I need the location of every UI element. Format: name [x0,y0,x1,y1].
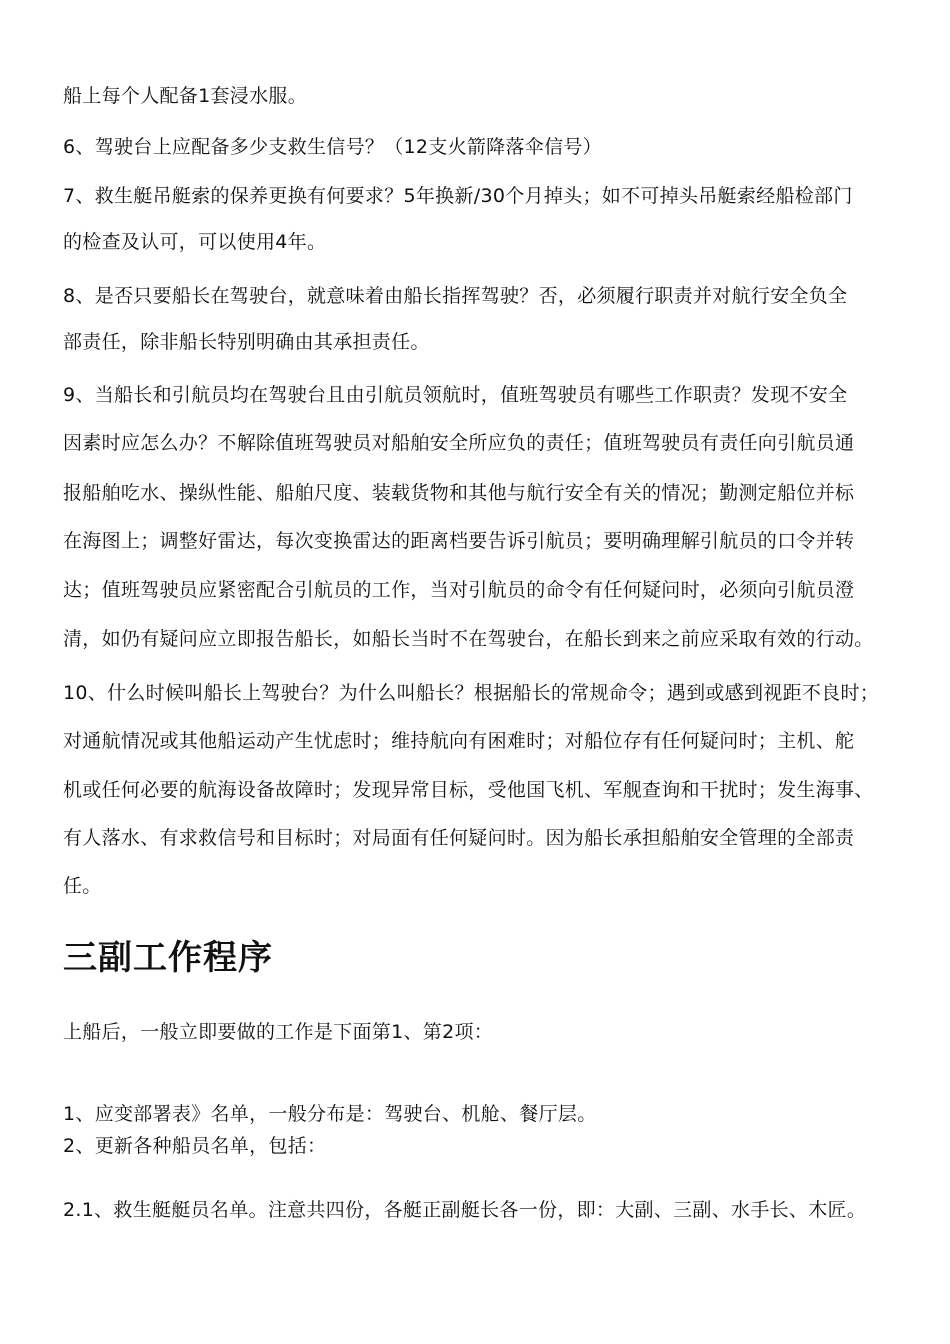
question-8-line-2: 部责任，除非船长特别明确由其承担责任。 [63,331,430,353]
question-9-line-5: 达；值班驾驶员应紧密配合引航员的工作，当对引航员的命令有任何疑问时，必须向引航员澄 [63,579,855,601]
question-9-line-4: 在海图上；调整好雷达，每次变换雷达的距离档要告诉引航员；要明确理解引航员的口令并转 [63,530,855,552]
question-10-line-4: 有人落水、有求救信号和目标时；对局面有任何疑问时。因为船长承担船舶安全管理的全部责 [63,827,855,849]
list-item-2: 2、更新各种船员名单，包括： [63,1135,327,1157]
section-intro: 上船后，一般立即要做的工作是下面第1、第2项： [63,1021,494,1043]
question-10-line-5: 任。 [63,875,102,897]
question-9-line-3: 报船舶吃水、操纵性能、船舶尺度、装载货物和其他与航行安全有关的情况；勤测定船位并标 [63,482,855,504]
question-7-line-2: 的检查及认可，可以使用4年。 [63,231,327,253]
question-7-line-1: 7、救生艇吊艇索的保养更换有何要求？5年换新/30个月掉头；如不可掉头吊艇索经船检部门 [63,185,853,207]
question-9-line-2: 因素时应怎么办？不解除值班驾驶员对船舶安全所应负的责任；值班驾驶员有责任向引航员通 [63,432,855,454]
question-9-line-1: 9、当船长和引航员均在驾驶台且由引航员领航时，值班驾驶员有哪些工作职责？发现不安全 [63,384,848,406]
question-9-line-6: 清，如仍有疑问应立即报告船长，如船长当时不在驾驶台，在船长到来之前应采取有效的行动。 [63,628,874,650]
intro-line: 船上每个人配备1套浸水服。 [63,85,307,107]
list-item-1: 1、应变部署表》名单，一般分布是：驾驶台、机舱、餐厅层。 [63,1103,597,1125]
question-10-line-2: 对通航情况或其他船运动产生忧虑时；维持航向有困难时；对船位存有任何疑问时；主机、舵 [63,730,855,752]
question-8-line-1: 8、是否只要船长在驾驶台，就意味着由船长指挥驾驶？否，必须履行职责并对航行安全负全 [63,285,848,307]
section-title: 三副工作程序 [63,938,273,978]
list-item-2-1: 2.1、救生艇艇员名单。注意共四份，各艇正副艇长各一份，即：大副、三副、水手长、木匠。 [63,1199,867,1221]
question-6: 6、驾驶台上应配备多少支救生信号？（12支火箭降落伞信号） [63,136,602,158]
question-10-line-3: 机或任何必要的航海设备故障时；发现异常目标，受他国飞机、军舰查询和干扰时；发生海事、 [63,779,874,801]
question-10-line-1: 10、什么时候叫船长上驾驶台？为什么叫船长？根据船长的常规命令；遇到或感到视距不良时； [63,682,880,704]
